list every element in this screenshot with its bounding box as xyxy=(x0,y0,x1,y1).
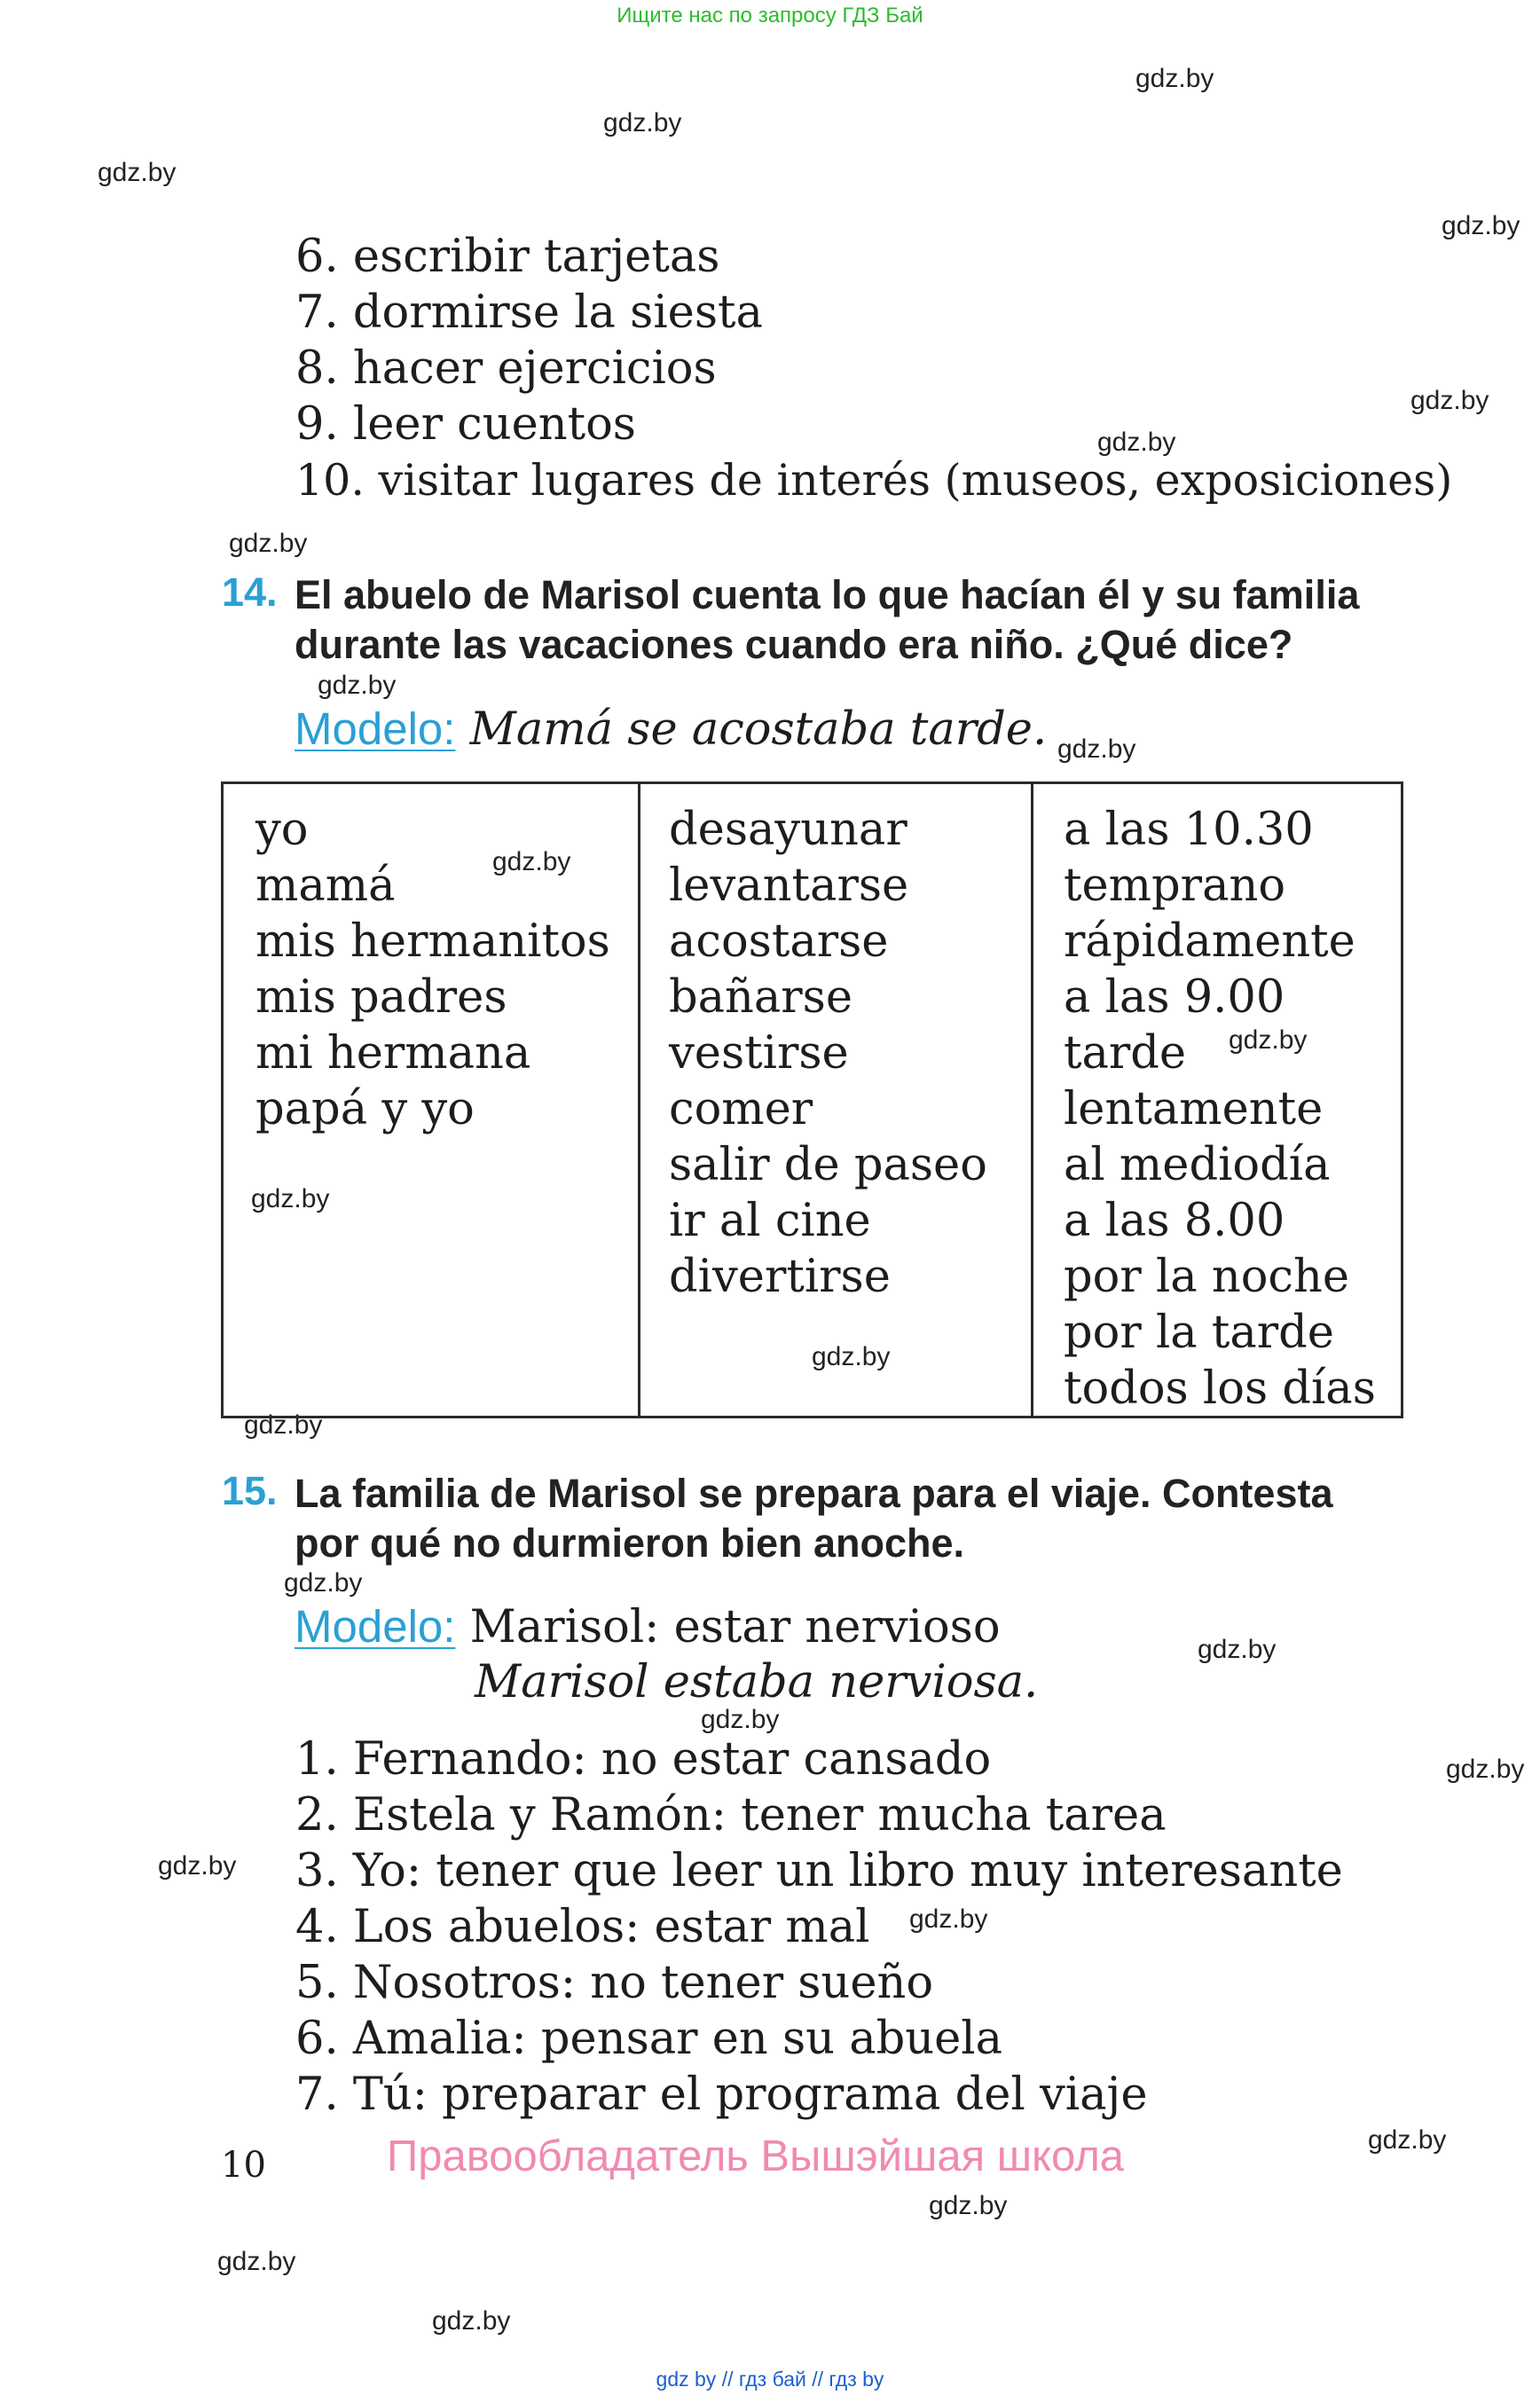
table-cell: papá y yo xyxy=(255,1083,475,1135)
list-item xyxy=(295,397,636,452)
watermark: gdz.by xyxy=(432,2306,511,2336)
list-item xyxy=(295,285,763,341)
list-item-number: 8. xyxy=(295,342,339,395)
rights-holder: Правообладатель Вышэйшая школа xyxy=(387,2132,1125,2180)
table-cell: divertirse xyxy=(669,1251,891,1303)
list-item-text: hacer ejercicios xyxy=(352,342,717,395)
watermark: gdz.by xyxy=(1135,64,1214,93)
list-item xyxy=(295,2011,1002,2067)
modelo-label: Modelo: xyxy=(295,703,456,754)
table-cell: a las 9.00 xyxy=(1064,971,1285,1024)
watermark: gdz.by xyxy=(701,1705,780,1734)
list-item-text: leer cuentos xyxy=(352,398,636,451)
table-cell: temprano xyxy=(1064,860,1286,912)
table-cell: comer xyxy=(669,1083,813,1135)
list-item xyxy=(295,1955,933,2011)
table-cell: ir al cine xyxy=(669,1195,871,1247)
list-item-number: 4. xyxy=(295,1901,339,1953)
table-cell: a las 8.00 xyxy=(1064,1195,1285,1247)
table-cell: levantarse xyxy=(669,860,909,912)
watermark: gdz.by xyxy=(98,158,177,187)
list-item xyxy=(295,341,717,397)
list-item-number: 10. xyxy=(295,455,365,506)
table-cell: todos los días xyxy=(1064,1362,1376,1415)
table-cell: por la noche xyxy=(1064,1251,1350,1303)
list-item-text: escribir tarjetas xyxy=(352,231,720,283)
list-item xyxy=(295,2067,1148,2123)
table-column-subjects xyxy=(224,784,638,1416)
page-number: 10 xyxy=(221,2145,266,2186)
list-item-text: Fernando: no estar cansado xyxy=(352,1733,992,1786)
watermark: gdz.by xyxy=(812,1342,891,1371)
table-cell: bañarse xyxy=(669,971,853,1024)
exercise-14-number: 14. xyxy=(222,569,278,615)
watermark: gdz.by xyxy=(1446,1755,1525,1784)
watermark: gdz.by xyxy=(1410,386,1489,415)
list-item xyxy=(295,229,719,285)
watermark: gdz.by xyxy=(603,108,682,137)
watermark: gdz.by xyxy=(492,847,571,876)
list-item xyxy=(295,1732,991,1787)
table-cell: yo xyxy=(255,804,309,856)
modelo-text: Mamá se acostaba tarde. xyxy=(469,703,1048,756)
watermark: gdz.by xyxy=(1097,428,1176,457)
watermark: gdz.by xyxy=(229,529,308,558)
watermark: gdz.by xyxy=(284,1568,363,1598)
modelo-text: Marisol: estar nervioso xyxy=(469,1601,1001,1653)
list-item-number: 5. xyxy=(295,1957,339,2009)
list-item-text: Tú: preparar el programa del viaje xyxy=(352,2069,1148,2121)
exercise-14-model xyxy=(295,701,1047,758)
modelo-label: Modelo: xyxy=(295,1601,456,1652)
table-cell: a las 10.30 xyxy=(1064,804,1314,856)
exercise-15-title-line2: por qué no durmieron bien anoche. xyxy=(295,1520,965,1566)
modelo-answer: Marisol estaba nerviosa. xyxy=(475,1656,1039,1708)
table-cell: rápidamente xyxy=(1064,915,1355,968)
table-cell: mis padres xyxy=(255,971,507,1024)
list-item-text: Los abuelos: estar mal xyxy=(352,1901,870,1953)
verb-table xyxy=(221,781,1403,1418)
list-item-number: 6. xyxy=(295,231,339,283)
list-item xyxy=(295,1899,869,1955)
list-item-number: 7. xyxy=(295,2069,339,2121)
bottom-banner[interactable]: gdz by // гдз бай // гдз by xyxy=(656,2368,884,2391)
list-item-text: Estela y Ramón: tener mucha tarea xyxy=(352,1789,1167,1842)
list-item-text: Amalia: pensar en su abuela xyxy=(352,2013,1003,2065)
watermark: gdz.by xyxy=(251,1184,330,1213)
table-cell: mamá xyxy=(255,860,396,912)
table-cell: por la tarde xyxy=(1064,1307,1334,1359)
watermark: gdz.by xyxy=(158,1851,237,1881)
table-cell: al mediodía xyxy=(1064,1139,1331,1191)
list-item-number: 6. xyxy=(295,2013,339,2065)
watermark: gdz.by xyxy=(1198,1635,1277,1664)
list-item-text: Nosotros: no tener sueño xyxy=(352,1957,934,2009)
watermark: gdz.by xyxy=(244,1410,323,1440)
table-cell: mi hermana xyxy=(255,1027,531,1080)
table-column-verbs xyxy=(638,784,1031,1416)
list-item-text: dormirse la siesta xyxy=(352,287,763,339)
list-item xyxy=(295,1787,1167,1843)
table-cell: vestirse xyxy=(669,1027,849,1080)
table-cell: salir de paseo xyxy=(669,1139,987,1191)
watermark: gdz.by xyxy=(1057,734,1136,764)
table-cell: mis hermanitos xyxy=(255,915,610,968)
list-item-number: 2. xyxy=(295,1789,339,1842)
watermark: gdz.by xyxy=(217,2247,296,2276)
exercise-15-title-line1: La familia de Marisol se prepara para el viaje. Contesta xyxy=(295,1471,1333,1516)
exercise-15-model xyxy=(295,1598,1001,1655)
watermark: gdz.by xyxy=(1229,1025,1308,1055)
watermark: gdz.by xyxy=(318,671,397,700)
top-banner[interactable]: Ищите нас по запросу ГДЗ Бай xyxy=(617,4,923,27)
list-item xyxy=(295,452,1452,508)
exercise-14-title-line1: El abuelo de Marisol cuenta lo que hacían él y su familia xyxy=(295,572,1360,617)
exercise-15-number: 15. xyxy=(222,1468,278,1513)
watermark: gdz.by xyxy=(929,2191,1008,2220)
table-cell: tarde xyxy=(1064,1027,1187,1080)
table-column-times xyxy=(1031,784,1401,1416)
list-item-text: Yo: tener que leer un libro muy interesante xyxy=(352,1845,1343,1897)
list-item-number: 3. xyxy=(295,1845,339,1897)
list-item-number: 7. xyxy=(295,287,339,339)
list-item-text: visitar lugares de interés (museos, exposiciones) xyxy=(378,455,1453,506)
list-item-number: 1. xyxy=(295,1733,339,1786)
table-cell: desayunar xyxy=(669,804,908,856)
exercise-14-title-line2: durante las vacaciones cuando era niño. ¿Qué dice? xyxy=(295,622,1293,667)
list-item-number: 9. xyxy=(295,398,339,451)
watermark: gdz.by xyxy=(909,1904,988,1934)
watermark: gdz.by xyxy=(1442,211,1520,240)
list-item xyxy=(295,1843,1343,1899)
table-cell: lentamente xyxy=(1064,1083,1324,1135)
watermark: gdz.by xyxy=(1368,2125,1447,2155)
table-cell: acostarse xyxy=(669,915,889,968)
